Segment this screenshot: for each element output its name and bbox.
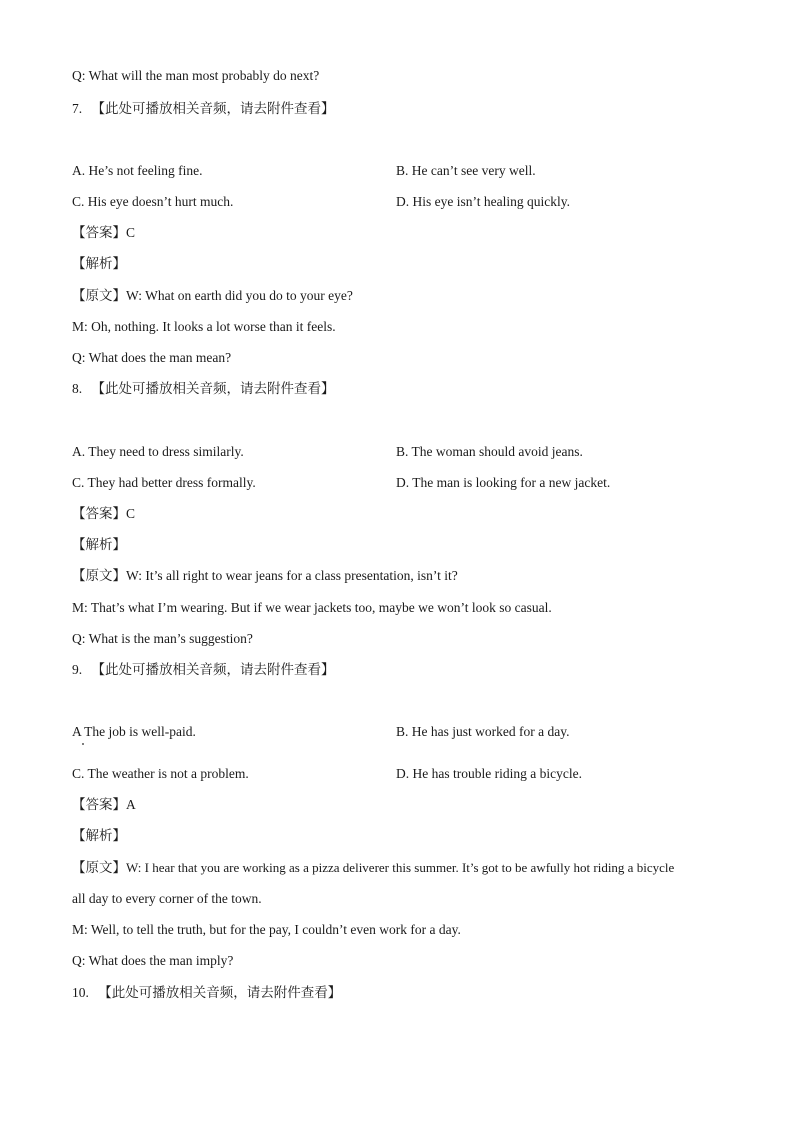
q7-transcript-m: M: Oh, nothing. It looks a lot worse than it feels. xyxy=(72,319,336,334)
q8-audio-placeholder[interactable]: 【此处可播放相关音频，请去附件查看】 xyxy=(91,381,335,397)
q9-audio-placeholder[interactable]: 【此处可播放相关音频，请去附件查看】 xyxy=(91,662,335,678)
q7-option-d: D. His eye isn’t healing quickly. xyxy=(396,194,570,209)
q9-answer-value: A xyxy=(126,797,136,812)
q9-option-c: C. The weather is not a problem. xyxy=(72,766,249,781)
q7-option-b: B. He can’t see very well. xyxy=(396,163,536,178)
q9-number: 9. xyxy=(72,662,83,677)
q7-transcript-q: Q: What does the man mean? xyxy=(72,350,232,365)
q9-transcript-w xyxy=(72,859,674,877)
q9-transcript-w-cont: all day to every corner of the town. xyxy=(72,891,262,906)
q8-heading xyxy=(72,380,335,398)
q7-option-c: C. His eye doesn’t hurt much. xyxy=(72,194,234,209)
q9-heading xyxy=(72,661,335,679)
q7-answer-tag: 【答案】 xyxy=(72,225,126,241)
q8-transcript-tag: 【原文】 xyxy=(72,568,126,584)
q8-transcript-w xyxy=(72,567,458,585)
q8-option-a: A. They need to dress similarly. xyxy=(72,444,244,459)
q7-answer-line xyxy=(72,224,135,242)
q7-heading xyxy=(72,100,335,118)
q8-answer-line xyxy=(72,505,135,523)
q7-transcript-w-text: W: What on earth did you do to your eye? xyxy=(126,288,353,303)
q9-answer-line xyxy=(72,796,136,814)
q9-option-d: D. He has trouble riding a bicycle. xyxy=(396,766,582,781)
q7-number: 7. xyxy=(72,101,83,116)
q8-option-d: D. The man is looking for a new jacket. xyxy=(396,475,611,490)
q8-option-c: C. They had better dress formally. xyxy=(72,475,256,490)
q9-option-a: A The job is well-paid. xyxy=(72,724,196,739)
q7-option-a: A. He’s not feeling fine. xyxy=(72,163,203,178)
q8-number: 8. xyxy=(72,381,83,396)
q8-option-b: B. The woman should avoid jeans. xyxy=(396,444,583,459)
q6-question-line: Q: What will the man most probably do next? xyxy=(72,68,320,83)
q10-number: 10. xyxy=(72,985,89,1000)
q9-transcript-m: M: Well, to tell the truth, but for the pay, I couldn’t even work for a day. xyxy=(72,922,461,937)
q8-analysis-tag: 【解析】 xyxy=(72,537,126,553)
stray-dot xyxy=(82,743,84,745)
q7-transcript-tag: 【原文】 xyxy=(72,288,126,304)
q7-transcript-w xyxy=(72,287,353,305)
q8-transcript-q: Q: What is the man’s suggestion? xyxy=(72,631,253,646)
q9-transcript-tag: 【原文】 xyxy=(72,860,126,876)
q10-heading xyxy=(72,984,341,1002)
q8-answer-tag: 【答案】 xyxy=(72,506,126,522)
q10-audio-placeholder[interactable]: 【此处可播放相关音频，请去附件查看】 xyxy=(98,985,342,1001)
q7-answer-value: C xyxy=(126,225,136,240)
q9-transcript-w-text: W: I hear that you are working as a pizza deliverer this summer. It’s got to be awfully hot riding a bicycle xyxy=(126,860,675,875)
q7-analysis-tag: 【解析】 xyxy=(72,256,126,272)
q8-answer-value: C xyxy=(126,506,136,521)
q8-transcript-w-text: W: It’s all right to wear jeans for a class presentation, isn’t it? xyxy=(126,568,458,583)
q8-transcript-m: M: That’s what I’m wearing. But if we wear jackets too, maybe we won’t look so casual. xyxy=(72,600,552,615)
q9-analysis-tag: 【解析】 xyxy=(72,828,126,844)
q9-transcript-q: Q: What does the man imply? xyxy=(72,953,234,968)
q7-audio-placeholder[interactable]: 【此处可播放相关音频，请去附件查看】 xyxy=(91,101,335,117)
q9-answer-tag: 【答案】 xyxy=(72,797,126,813)
q9-option-b: B. He has just worked for a day. xyxy=(396,724,570,739)
